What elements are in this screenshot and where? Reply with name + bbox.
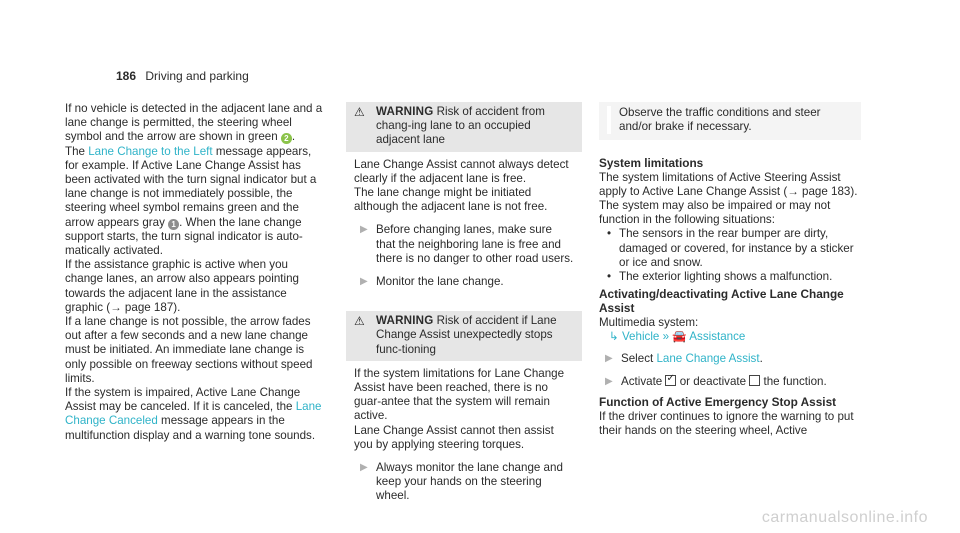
text: . When the lane change support starts, the turn signal indicator is auto-matically activated. xyxy=(65,215,303,258)
column-3 xyxy=(599,102,861,438)
list-item xyxy=(599,227,861,270)
paragraph-lane-change-not-possible: If a lane change is not possible, the arrow fades out after a few seconds and a new lane change must be initiated. An immediate lane change is only possible on freeway sections without speed limits. xyxy=(65,315,313,385)
heading-emergency-stop: Function of Active Emergency Stop Assist xyxy=(599,395,837,410)
menu-assistance: Assistance xyxy=(689,329,746,343)
section-title: Driving and parking xyxy=(145,69,249,83)
note-bar xyxy=(607,106,611,134)
paragraph: The system may also be impaired or may not function in the following situations: xyxy=(599,199,831,227)
warning-header xyxy=(346,311,582,361)
text: message appears in the multifunction display and a warning tone sounds. xyxy=(65,414,316,442)
menu-vehicle: Vehicle xyxy=(621,329,660,343)
text: If no vehicle is detected in the adjacent lane and a lane change is permitted, the steering wheel symbol and the arrow are shown in green xyxy=(65,102,323,144)
message-lane-change-canceled: Lane Change Canceled xyxy=(65,400,322,428)
warning-body xyxy=(346,152,582,298)
step-text: Always monitor the lane change and keep your hands on the steering wheel. xyxy=(376,461,563,503)
paragraph-assistance-graphic: If the assistance graphic is active when you change lanes, an arrow also appears pointing towards the adjacent lane in the assistance graphic (→ page 187). xyxy=(65,258,299,314)
note-box xyxy=(599,102,861,140)
list-item xyxy=(599,270,861,284)
text: . xyxy=(759,352,763,366)
warning-text: The lane change might be initiated although the adjacent lane is not free. xyxy=(354,186,548,214)
bullet-icon: • xyxy=(607,227,612,241)
step xyxy=(599,375,861,389)
list-text: The exterior lighting shows a malfunction. xyxy=(619,270,833,284)
step xyxy=(354,275,574,289)
warning-label: WARNING xyxy=(376,314,434,328)
list-text: The sensors in the rear bumper are dirty, damaged or covered, for instance by a sticker or ice and snow. xyxy=(619,227,854,269)
step xyxy=(599,352,861,366)
note-text: Observe the traffic conditions and steer and/or brake if necessary. xyxy=(619,106,821,134)
heading-activating: Activating/deactivating Active Lane Change Assist xyxy=(599,287,844,316)
step-text: Monitor the lane change. xyxy=(376,275,504,289)
step xyxy=(354,461,574,504)
checkbox-checked-icon xyxy=(665,375,676,386)
warning-triangle-icon: ⚠ xyxy=(354,105,365,119)
step-arrow-icon: ▶ xyxy=(360,276,368,288)
car-assistance-icon: 🚘 xyxy=(672,329,687,343)
checkbox-empty-icon xyxy=(749,375,760,386)
warning-box-stops-functioning xyxy=(346,311,582,511)
warning-box-occupied-lane xyxy=(346,102,582,297)
column-2 xyxy=(346,102,582,512)
column-1 xyxy=(65,102,327,443)
warning-title: Risk of accident from chang-ing lane to an occupied adjacent lane xyxy=(376,105,545,147)
page-number: 186 xyxy=(116,69,137,83)
paragraph: If the driver continues to ignore the warning to put their hands on the steering wheel, Active xyxy=(599,409,854,437)
text: Select xyxy=(621,352,657,366)
text: message appears, for example. If Active Lane Change Assist has been activated with the turn signal indicator but a lane change is not immediately possible, the steering wheel symbol remains green and the arrow appears gray xyxy=(65,144,317,229)
paragraph: Multimedia system: xyxy=(599,315,699,329)
step-arrow-icon: ▶ xyxy=(360,462,368,474)
step-arrow-icon: ▶ xyxy=(605,353,613,365)
menu-lane-change-assist: Lane Change Assist xyxy=(656,352,760,366)
warning-title: Risk of accident if Lane Change Assist unexpectedly stops func-tioning xyxy=(376,314,557,356)
text: Activate xyxy=(621,375,666,389)
message-lane-change-left: Lane Change to the Left xyxy=(88,144,213,158)
bullet-icon: • xyxy=(607,270,612,284)
warning-header xyxy=(346,102,582,152)
step-arrow-icon: ▶ xyxy=(360,224,368,236)
step-arrow-icon: ▶ xyxy=(605,376,613,388)
step xyxy=(354,223,574,266)
warning-text: Lane Change Assist cannot then assist you by applying steering torques. xyxy=(354,423,554,451)
watermark: carmanualsonline.info xyxy=(761,508,928,526)
callout-badge-2: 2 xyxy=(281,133,292,144)
text: The xyxy=(65,144,89,158)
warning-text: If the system limitations for Lane Change Assist have been reached, there is no guar-antee that the system will remain active. xyxy=(354,366,565,423)
text: or deactivate xyxy=(676,375,750,389)
warning-text: Lane Change Assist cannot always detect clearly if the adjacent lane is free. xyxy=(354,157,569,185)
heading-system-limitations: System limitations xyxy=(599,156,704,171)
warning-triangle-icon: ⚠ xyxy=(354,314,365,329)
step-text: Before changing lanes, make sure that the neighboring lane is free and there is no danger to other road users. xyxy=(376,223,574,265)
menu-path xyxy=(599,330,861,344)
paragraph-green-arrow xyxy=(65,102,327,258)
text: If the system is impaired, Active Lane Change Assist may be canceled. If it is canceled, the xyxy=(65,386,301,414)
callout-badge-1: 1 xyxy=(168,219,179,230)
return-arrow-icon: ↳ xyxy=(609,329,619,343)
text: . xyxy=(291,130,296,144)
warning-body xyxy=(346,361,582,512)
double-chevron-icon: » xyxy=(662,329,670,343)
warning-label: WARNING xyxy=(376,105,434,118)
page-header xyxy=(116,69,249,83)
paragraph: The system limitations of Active Steering Assist apply to Active Lane Change Assist (→ page 183). xyxy=(599,170,858,198)
text: the function. xyxy=(760,375,827,389)
paragraph-system-impaired xyxy=(65,386,327,443)
